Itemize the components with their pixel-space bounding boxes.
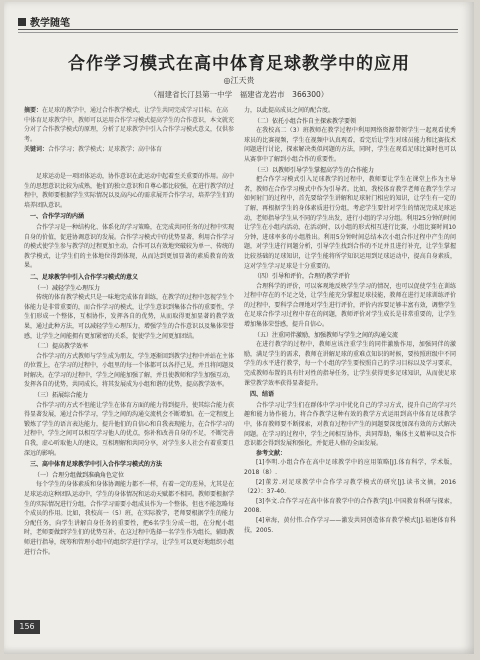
paragraph-continued: 力，以此提高成员之间的配合度。	[244, 107, 335, 114]
abstract-text: 在足球的教学中，通过合作教学模式，让学生共同完成学习目标。在高中体育足球教学中，教师可以运用合作学习模式提高学生的合作意识，本文就充分对了合作教学模式的原理，分析了足球教学中引入合作学习模式意义，仅供参考。	[24, 107, 235, 143]
paragraph: 合理科学的评价，可以客观地反映学生学习的情况，也可以促使学生在训练过程中存在的不足之处，让学生能充分掌握足球技能，教师在进行足球训练评价的过程中，要科学合理地对学生进行评价，评价内容要足够丰富有效，调整学生在足球合作学习过程中存在的问题，教师评价对学生成长是非常重要的，让学生增加集体荣誉感，提升自信心。	[244, 282, 456, 329]
paragraph: 在我校高二（3）班教师在教学过程中利用网络资源带领学生一起观看优秀球员的比赛视频，学生在视频中认真观看，看完后让学生对球员能力和比赛技术问题进行讨论，探索解决类似问题的方法，同时，学生在观看足球比赛时也可以从赛事中了解到小组合作的重要性。	[244, 127, 456, 163]
keywords	[24, 145, 234, 155]
subheading: （一）减轻学生心理压力	[34, 284, 101, 292]
reference-item: [4]章海，黄付伟.合作学习——激发共同创造体育教学模式[J].福建体育科技，2005.	[244, 516, 456, 534]
reference-item: [3]李文.合作学习在高中体育教学中的合作教学[J].中国教育科研与探索，2008.	[244, 497, 456, 515]
header-rule-thin	[18, 32, 458, 33]
references-title: 参考文献：	[256, 449, 287, 457]
subheading: （二）依托小组合作自主探索教学要领	[254, 117, 357, 125]
section-heading-3: 三、高中体育足球教学中引入合作学习模式的方法	[30, 461, 163, 469]
section-heading-4: 四、结语	[250, 391, 275, 399]
paragraph: 合作学习的方式不但能让学生在体育方面的能力得到提升，使其综合能力获得显著发展，通过合作学习，学生之间的沟通交流机会不断增加。在一定程度上锻炼了学生的语言表达能力，提升他们的自信心和自我表现能力，在合作学习的过程中，学生之间可以相互学习他人的优点，弥补和改善自身的不足，不断完善自我，虚心听取他人的建议，互相理解和共同分享，对学生多人社会有着重要且深远的影响。	[24, 401, 235, 457]
subheading: （三）拓展综合能力	[34, 392, 89, 400]
header-rule	[18, 29, 458, 30]
subheading: （五）注重同伴激励，加强教师与学生之间的沟通交流	[254, 331, 399, 339]
intro-paragraph: 足球运动是一项团体运动，协作意识在此运动中起着至关重要的作用。高中生的思想意识比较为成熟，他们的独立意识和自尊心都比较强，在进行教学的过程中，教师要根据学生实际情况以及高内心的需求展开合作学习，培养学生们的培养团队意识。	[24, 173, 235, 209]
left-column	[24, 172, 234, 557]
page-number: 156	[14, 620, 40, 634]
journal-page	[4, 2, 474, 654]
column-tag	[18, 14, 70, 29]
abstract	[24, 106, 234, 164]
keywords-text: 合作学习；教学模式；足球教学；高中体育	[48, 146, 163, 154]
subheading: （一）合理分组做到准确角色定位	[34, 471, 125, 479]
keywords-label: 关键词：	[24, 146, 49, 154]
paragraph: 在进行教学的过程中，教师应该注重学生的同伴激励作用，加强同伴的激励，满足学生的需求，教师在讲解足球的重难点知识的时候，要按照班级中不同学生的水平进行教学，每一个小组的学生要按照自己的学习目标以及学习要求，完成教师布置的具有针对性的指导任务，让学生获得更多足球知识，从而使足球课堂教学效率获得显著提升。	[244, 341, 456, 387]
paragraph: 把合作学习模式引入足球教学的过程中，教师要让学生在课堂上作为主导者，教师在合作学习模式中作为引导者。比如，我校体育教学老师在教学生学习如何射门的过程中，首先要给学生讲解和足球射门相应的知识，让学生有一定的了解，再根据学生的身体素质进行分组，考虑学生要针对学生的情况完成足球运动，老师指导学生从不同的学生出发，进行小组的学习分组。利用25分钟的时间让学生在小组内活动，在活动时，以小组的形式相互进行比赛，小组比赛时间10分钟，进球率多的小组胜出。利用5分钟时间总结本次小组合作过程中产生的问题，对学生进行问题分析，引导学生找到合作的不足并且进行补充，让学生掌握比较基础的足球知识，让学生能将所学知识运用到足球运动中，提高自身素质，这对学生学习足球是十分重要的。	[244, 176, 456, 270]
subheading: （二）提高教学效率	[34, 343, 89, 351]
abstract-label: 摘要：	[24, 107, 43, 114]
reference-item: [2]董芳.对足球教学中合作学习教学模式的研究[J].读书文摘，2016（22）：37-40.	[244, 478, 456, 496]
square-icon	[18, 18, 26, 26]
paragraph: 合作学习让学生们在群体中学习中优化自己的学习方式，提升自己的学习兴趣和能力协作能力，将合作教学这种有效的教学方式运用到高中体育足球教学中，体育教师要不断探索，对教育过程中产生的问题要深度加深有效的方式解决问题。在学习的过程中，学生之间相互协作，共同帮助，集体主义精神以及合作意识都会得到发展和强化，并促进人格的全面发展。	[244, 401, 456, 448]
paragraph: 合作学习的方式教师与学生成为朋友，学生逐渐回到教学过程中并站在主体的位置上，在学习的过程中，小组里的每一个体都可以各抒己见，并且将问题及时解决。在学习的过程中，学生之间能加强了解，并且使教师和学生加强互动，发挥各自的优势，共同成长，将其发展成为小组和谐的优势，提高教学效率。	[24, 352, 235, 389]
paragraph: 合作学习是一种结构化、体系化的学习策略，在完成共同任务的过程中实现自身的价值，促进协调意识的发展。合作学习模式中的优势显著，利用合作学习的模式使学生参与教学的过程更加主动，合作可以有效地突破较为单一、传统的教学模式，让学生们的主体地位得到体现，从而达到更加显著的素质教育的效果。	[24, 223, 235, 270]
reference-item: [1]李明.小组合作在高中足球教学中的应用策略[J].体育科学，学术版，2018（8）.	[244, 459, 456, 476]
paragraph: 每个学生的身体素质和身体协调能力都不一样，有着一定的差异，尤其是在足球运动这种团队运动中，学生的身体情况和运动天赋都不相同。教师要根据学生的实际情况进行分组，合作学习需要小组成员作为一个整体，但也不能忽略每个成员的作用。比如，我校高一（5）班，在实际教学，老师要根据学生的能力分配任务，向学生讲解自身任务的重要性，把6名学生分成一组，在分配小组时，老师要做到学生们的优势互补，在这过程中选择一名学生作为组长，辅助教师进行指导，统筹和管理小组中的组织学进行学习，让学生可以更好地组织小组进行合作。	[24, 481, 235, 556]
subheading: （四）引导和评价，合理的教学评价	[254, 273, 351, 281]
column-label: 教学随笔	[30, 18, 70, 29]
section-heading-1: 一、合作学习的内涵	[30, 213, 85, 221]
section-heading-2: 二、足球教学中引入合作学习模式的意义	[30, 273, 139, 281]
paragraph: 传统的体育教学模式只是一味地完成体育训练，在教学的过程中忽视学生个体能力是非常重要的，而合作学习的模式，让学生意识到集体合作的重要性，学生们形成一个整体，互相协作，发挥各自的优势，从而取得更加显著的教学效果，通过此种方法，可以减轻学生心理压力，增强学生的合作意识以及集体荣誉感，让学生之间能拥有更加紧密的关系，促使学生之间更加团结。	[24, 294, 235, 340]
right-column	[244, 106, 456, 535]
subheading: （三）以教师引导学生掌握高学生的合作能力	[254, 166, 375, 174]
author-affiliation: （福建省长汀县第一中学 福建省龙岩市 366300）	[149, 90, 329, 99]
article-author: ◎江天贵	[223, 76, 255, 85]
article-title: 合作学习模式在高中体育足球教学中的应用	[68, 54, 410, 74]
